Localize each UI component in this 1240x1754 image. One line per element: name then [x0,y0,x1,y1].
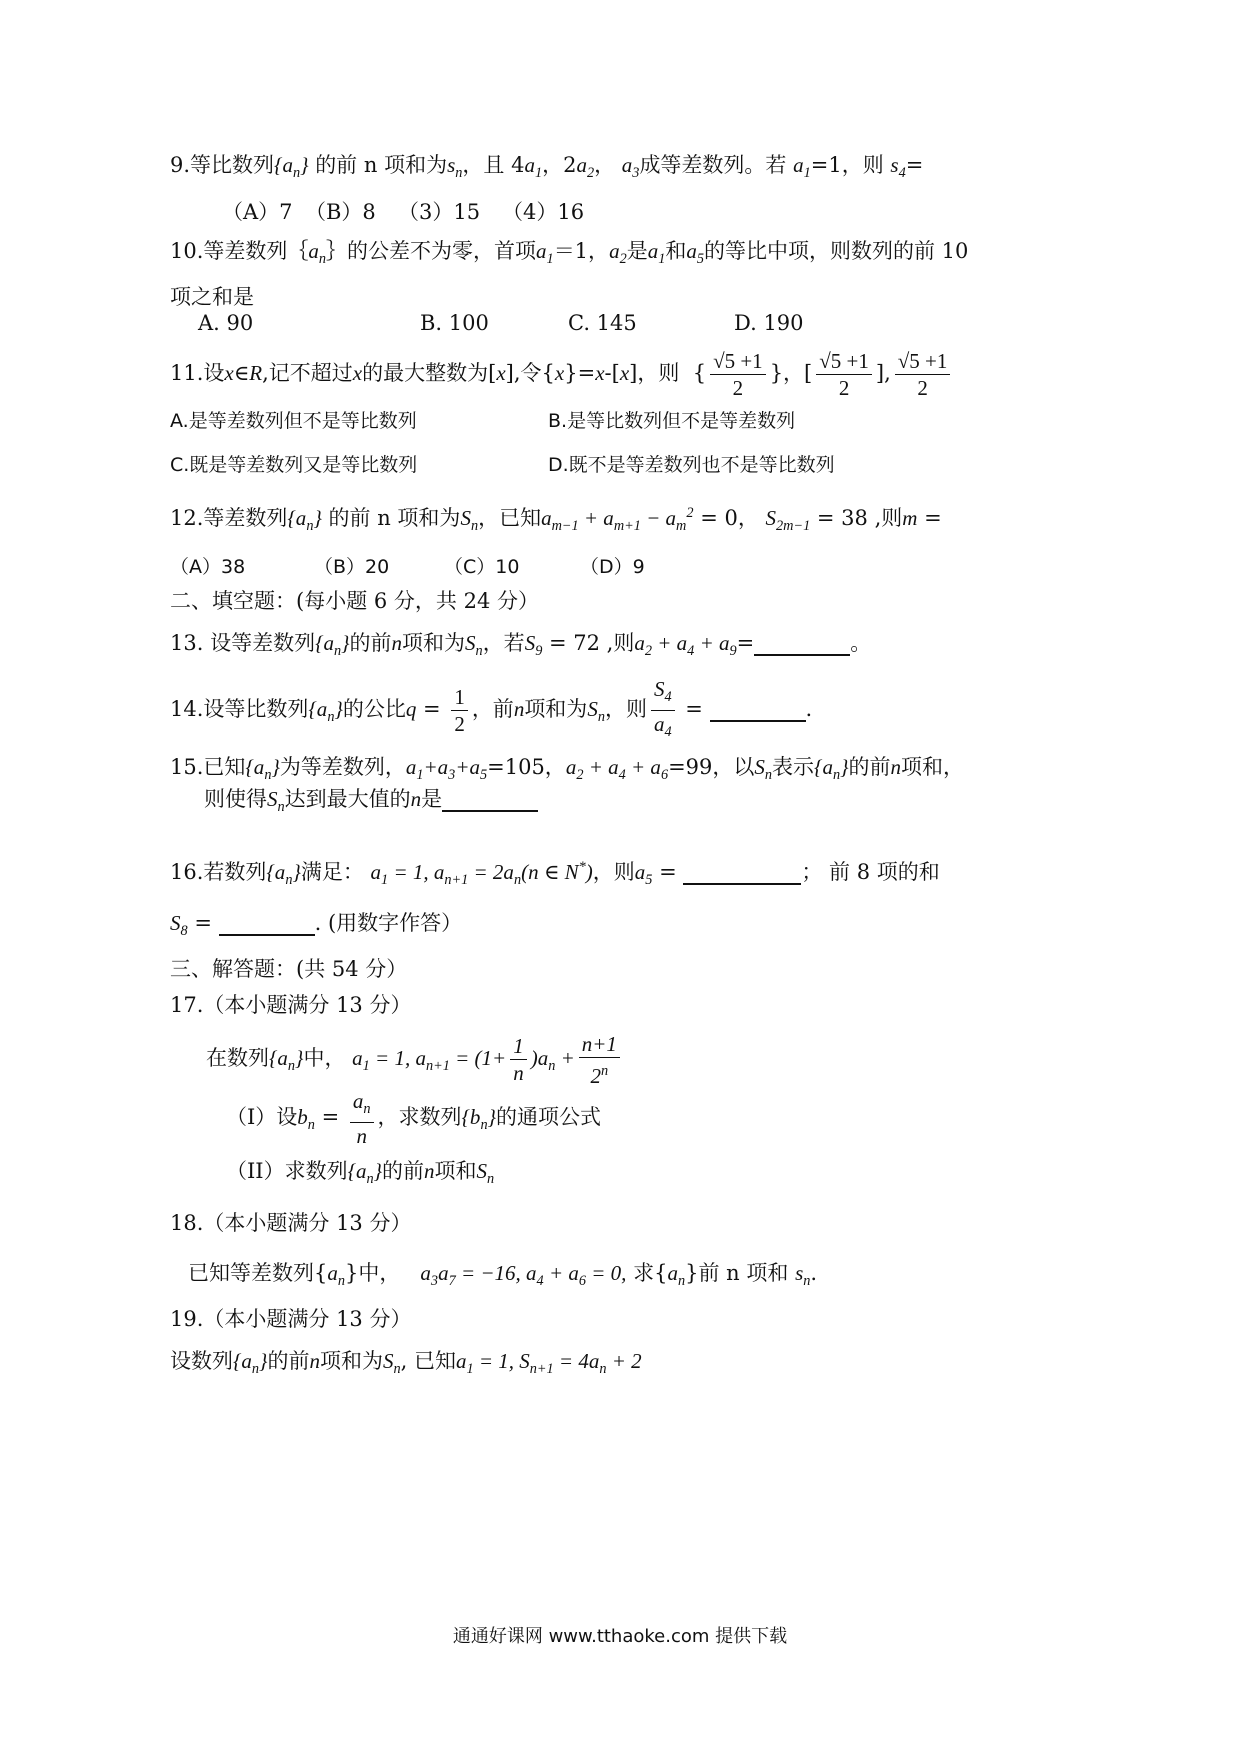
question-17-part-2: （II）求数列$\{a_n\}$的前n项和$S_n$ [226,1159,495,1188]
fraction-1-over-n: $\frac{1}{n}$ [510,1033,527,1086]
q9-option-a: （A）7 [222,200,293,224]
question-16: 16.若数列$\{a_n\}$满足： $a_1 = 1$, $a_{n+1} = 2a_n(n$ ∈ N*)，则$a_5$ = ； 前 8 项的和 [170,859,940,889]
question-9: 9.等比数列$\{a_n\}$ 的前 n 项和为$s_n$，且 $4a_1$，$2a_2$， $a_3$成等差数列。若 $a_1=1$，则 $s_4=$ [170,153,924,182]
question-19-body: 设数列$\{a_n\}$的前n项和为$S_n$, 已知$a_1 = 1$, $S_{n+1} = 4a_n + 2$ [170,1349,642,1378]
sqrt5-fraction-2: $\frac{√5 +1}{2}$ [816,348,872,401]
question-19-header: 19.（本小题满分 13 分） [170,1307,412,1331]
sqrt5-fraction-1: $\frac{√5 +1}{2}$ [710,348,766,401]
answer-blank[interactable] [754,634,850,656]
question-17-part-1: （I）设$b_n$ = $\frac{a_n}{n}$ ，求数列$\{b_n\}$的通项公式 [226,1089,601,1149]
question-16-line2: $S_8$ = . (用数字作答） [170,911,463,940]
q12-option-d: （D）9 [580,556,645,578]
q9-option-c: （3）15 [398,200,481,224]
q11-option-a: A.是等差数列但不是等比数列 [170,410,417,432]
q12-option-b: （B）20 [314,556,390,578]
question-18-header: 18.（本小题满分 13 分） [170,1211,412,1235]
question-17-header: 17.（本小题满分 13 分） [170,993,412,1017]
q9-option-b: （B）8 [305,200,376,224]
answer-blank[interactable] [442,790,538,812]
answer-blank[interactable] [683,863,801,885]
fraction-n-plus-1-over-2n: $\frac{n+1}{2^n}$ [579,1031,620,1089]
q10-option-d: D. 190 [734,311,804,335]
q10-option-c: C. 145 [568,311,637,335]
question-13: 13. 设等差数列$\{a_n\}$的前n项和为$S_n$，若$S_9 = 72$ ,则$a_2 + a_4 + a_9=$ 。 [170,631,872,660]
sqrt5-fraction-3: $\frac{√5 +1}{2}$ [895,348,951,401]
question-10-line2: 项之和是 [170,285,254,309]
q9-option-d: （4）16 [502,200,585,224]
q12-option-c: （C）10 [444,556,520,578]
section-2-heading: 二、填空题：(每小题 6 分，共 24 分） [170,589,539,613]
fraction-one-half: $\frac{1}{2}$ [451,684,468,737]
fraction-an-over-n: $\frac{a_n}{n}$ [350,1088,374,1149]
answer-blank[interactable] [710,700,806,722]
question-12: 12.等差数列$\{a_n\}$ 的前 n 项和为$S_n$，已知$a_{m-1} + a_{m+1} - a_m^2 = 0$， $S_{2m-1} = 38$ ,则m = [170,505,942,535]
question-17-body: 在数列$\{a_n\}$中， $a_1 = 1$, $a_{n+1} = (1+$ $\frac{1}{n}$ )$a_n$ + $\frac{n+1}{2^n}$ [206,1030,624,1094]
footer-credit: 通通好课网 www.tthaoke.com 提供下载 [452,1626,788,1647]
question-15: 15.已知$\{a_n\}$为等差数列，$a_1+a_3+a_5=105$，$a_2 + a_4 + a_6=99$，以$S_n$表示$\{a_n\}$的前n项和， [170,755,964,784]
question-14: 14.设等比数列$\{a_n\}$的公比q = $\frac{1}{2}$ ，前n项和为$S_n$，则 $\frac{S_4}{a_4}$ = . [170,676,812,745]
section-3-heading: 三、解答题：(共 54 分） [170,957,408,981]
question-10: 10.等差数列$\{a_n\}$的公差不为零，首项$a_1=1$，$a_2$是$a_1$和$a_5$的等比中项，则数列的前 10 [170,239,969,268]
fraction-s4-over-a4: $\frac{S_4}{a_4}$ [651,676,675,745]
q11-option-c: C.既是等差数列又是等比数列 [170,454,418,476]
answer-blank[interactable] [219,914,315,936]
q11-option-b: B.是等比数列但不是等差数列 [548,410,796,432]
question-15-line2: 则使得$S_n$达到最大值的n是 [204,784,538,822]
q10-option-a: A. 90 [198,311,254,335]
question-11: 11.设x∈R,记不超过x的最大整数为[x],令{x}=x-[x]，则 { $\frac{√5 +1}{2}$ }，[ $\frac{√5 +1}{2}$ ], $\frac{√5 +1}{2}$ [170,346,954,401]
q12-option-a: （A）38 [170,556,246,578]
question-18-body: 已知等差数列$\{a_n\}$中， $a_3a_7 = -16$, $a_4 + a_6 = 0$, 求$\{a_n\}$前 n 项和 $s_n$. [188,1261,818,1290]
q10-option-b: B. 100 [420,311,489,335]
q11-option-d: D.既不是等差数列也不是等比数列 [548,454,835,476]
